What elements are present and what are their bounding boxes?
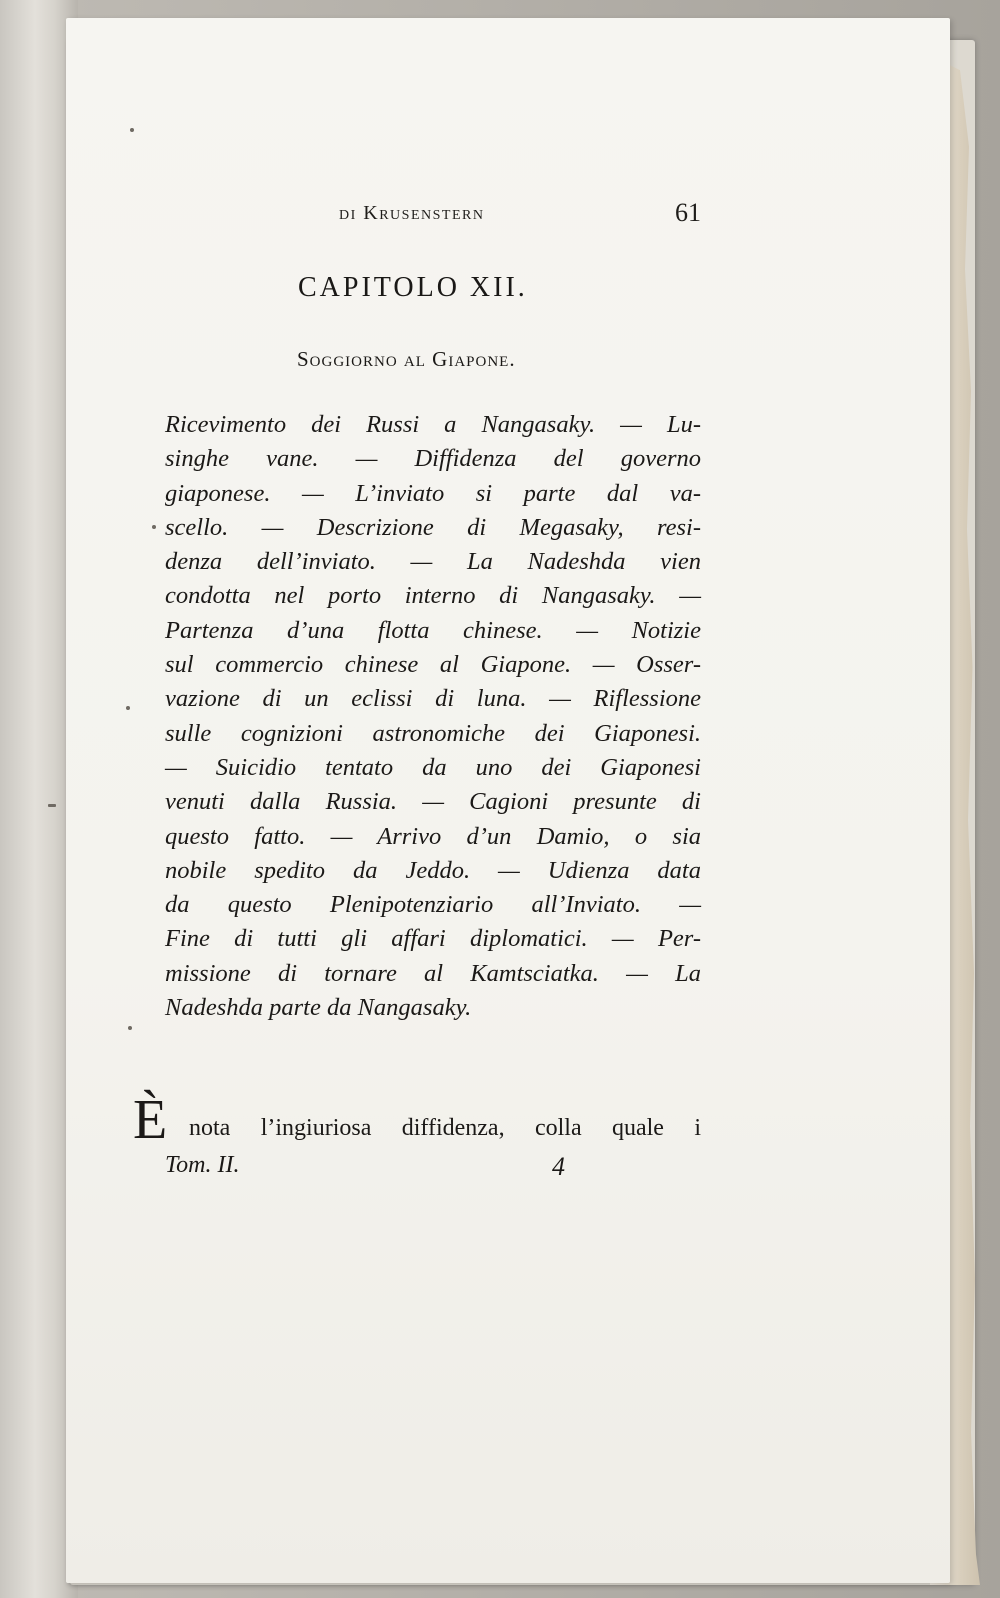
summary-line: giaponese. — L’inviato si parte dal va-: [165, 479, 701, 507]
summary-line: sulle cognizioni astronomiche dei Giaponesi.: [165, 719, 701, 747]
drop-cap: È: [133, 1089, 168, 1151]
summary-line: — Suicidio tentato da uno dei Giaponesi: [165, 753, 701, 781]
running-title: di Krusenstern: [339, 202, 485, 224]
summary-line: sul commercio chinese al Giapone. — Osser-: [165, 651, 701, 679]
summary-line: Partenza d’una flotta chinese. — Notizie: [165, 616, 701, 644]
margin-speck: [128, 1026, 132, 1030]
body-first-line: nota l’ingiuriosa diffidenza, colla quale i: [189, 1115, 701, 1141]
signature-mark: 4: [552, 1152, 565, 1181]
summary-line: singhe vane. — Diffidenza del governo: [165, 445, 701, 473]
summary-line: Fine di tutti gli affari diplomatici. — Per-: [165, 925, 701, 953]
summary-line: nobile spedito da Jeddo. — Udienza data: [165, 856, 701, 884]
volume-label: Tom. II.: [165, 1152, 240, 1178]
summary-line: scello. — Descrizione di Megasaky, resi-: [165, 513, 701, 541]
summary-line: denza dell’inviato. — La Nadeshda vien: [165, 548, 701, 576]
chapter-summary: [165, 408, 701, 1025]
summary-line: questo fatto. — Arrivo d’un Damio, o sia: [165, 822, 701, 850]
summary-line: da questo Plenipotenziario all’Inviato. —: [165, 891, 701, 919]
chapter-title: CAPITOLO XII.: [298, 272, 528, 303]
chapter-subtitle: Soggiorno al Giapone.: [297, 347, 516, 371]
summary-line: Ricevimento dei Russi a Nangasaky. — Lu-: [165, 411, 701, 438]
margin-speck: [48, 804, 56, 807]
summary-line: vazione di un eclissi di luna. — Riflessione: [165, 685, 701, 713]
page-number: 61: [675, 198, 701, 227]
margin-speck: [130, 128, 134, 132]
summary-line: venuti dalla Russia. — Cagioni presunte di: [165, 788, 701, 816]
margin-speck: [152, 525, 156, 529]
summary-line: missione di tornare al Kamtsciatka. — La: [165, 959, 701, 987]
margin-speck: [126, 706, 130, 710]
summary-line: Nadeshda parte da Nangasaky.: [165, 994, 472, 1022]
summary-line: condotta nel porto interno di Nangasaky. —: [165, 582, 701, 610]
